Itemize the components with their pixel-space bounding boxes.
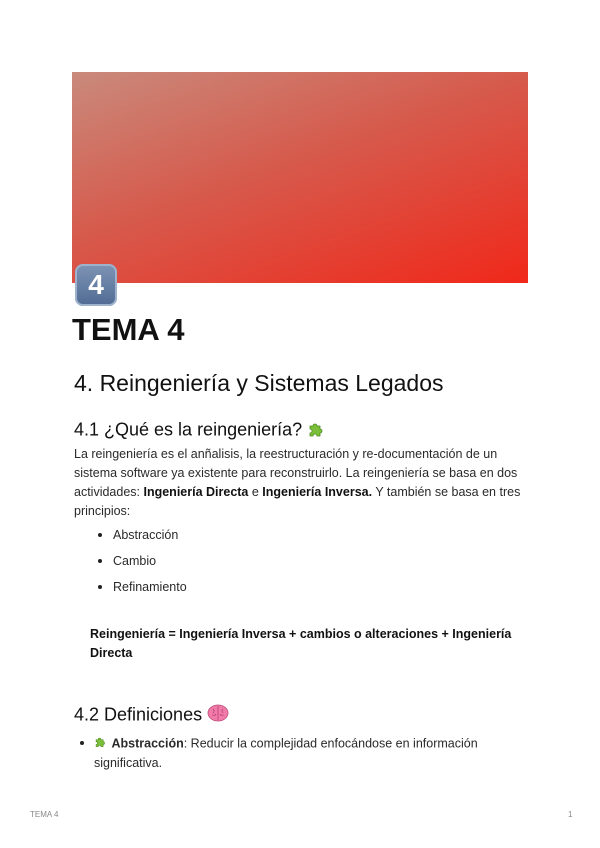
intro-text-2: e	[248, 485, 263, 499]
definitions-list	[78, 734, 508, 773]
intro-text-3: Y también se basa en tres principios:	[74, 485, 521, 518]
definition-text: : Reducir la complejidad enfocándose en información significativa.	[94, 736, 478, 770]
list-item: Refinamiento	[96, 576, 187, 602]
principles-list	[96, 524, 187, 602]
section-heading-1-text: 4.1 ¿Qué es la reingeniería?	[74, 419, 303, 440]
intro-paragraph	[74, 445, 534, 521]
chapter-heading: 4. Reingeniería y Sistemas Legados	[74, 370, 444, 396]
section-heading-2	[74, 703, 229, 728]
cover-banner	[72, 72, 528, 283]
list-item	[78, 734, 508, 773]
puzzle-icon	[307, 418, 327, 443]
formula-callout: Reingeniería = Ingeniería Inversa + cambios o alteraciones + Ingeniería Directa	[90, 627, 512, 660]
list-item: Cambio	[96, 550, 187, 576]
section-heading-2-text: 4.2 Definiciones	[74, 704, 203, 725]
intro-bold-2: Ingeniería Inversa.	[262, 485, 373, 499]
badge-digit: 4	[88, 269, 104, 300]
keycap-four-icon	[75, 264, 117, 306]
page-title: TEMA 4	[72, 312, 185, 347]
page-number: 1	[568, 810, 573, 819]
list-item: Abstracción	[96, 524, 187, 550]
intro-text-1: La reingeniería es el anñalisis, la reestructuración y re-documentación de un sistema software ya existente para reconstruirlo. La reingeniería se basa en dos actividades:	[74, 447, 518, 499]
section-heading-1	[74, 418, 327, 443]
puzzle-icon	[94, 734, 108, 754]
footer-title: TEMA 4	[30, 810, 59, 819]
intro-bold-1: Ingeniería Directa	[143, 485, 249, 499]
definition-term: Abstracción	[111, 736, 184, 751]
brain-icon	[207, 703, 229, 728]
